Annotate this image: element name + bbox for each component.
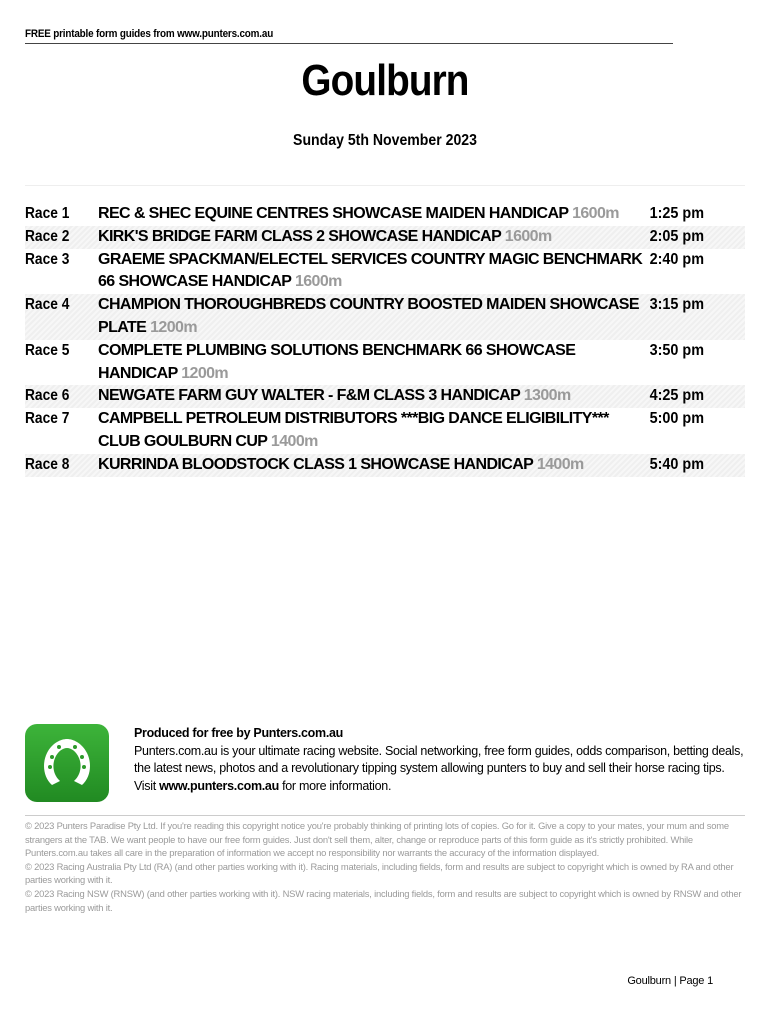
promo-visit-suffix: for more information. [278,778,392,793]
divider [25,815,745,816]
race-row [25,454,745,477]
copyright-notice [25,819,747,914]
race-distance: 1600m [572,205,619,222]
race-name: KURRINDA BLOODSTOCK CLASS 1 SHOWCASE HANDICAP [98,455,533,473]
promo-visit-prefix: Visit [134,778,160,793]
race-name: KIRK'S BRIDGE FARM CLASS 2 SHOWCASE HANDICAP [98,227,501,245]
race-distance: 1600m [294,273,342,291]
race-name: COMPLETE PLUMBING SOLUTIONS BENCHMARK 66 SHOWCASE HANDICAP [98,341,576,382]
race-distance: 1200m [150,318,197,336]
race-distance: 1300m [523,387,571,405]
race-name-cell [98,203,646,226]
race-name: CAMPBELL PETROLEUM DISTRIBUTORS ***BIG DANCE ELIGIBILITY*** CLUB GOULBURN CUP [98,410,609,450]
race-row [25,203,745,226]
copyright-racing-australia: © 2023 Racing Australia Pty Ltd (RA) (and other parties working with it). Racing materials, including fields, form and results are subject to copyright which is owned by RA and other parties working with it. [25,860,734,886]
race-number: Race 5 [25,341,70,359]
punters-link[interactable]: www.punters.com.au [159,778,279,793]
race-number: Race 6 [25,387,70,405]
race-name: GRAEME SPACKMAN/ELECTEL SERVICES COUNTRY MAGIC BENCHMARK 66 SHOWCASE HANDICAP [98,250,643,291]
race-time: 5:40 pm [649,455,705,473]
race-row [25,385,745,408]
race-distance: 1600m [504,227,552,245]
divider [25,185,745,186]
race-time: 5:00 pm [649,410,705,428]
race-name-cell [98,408,646,454]
race-distance: 1400m [270,432,318,450]
race-number: Race 1 [25,205,70,222]
race-name-cell [98,385,646,408]
page-title: Goulburn [301,56,469,105]
copyright-racing-nsw: © 2023 Racing NSW (RNSW) (and other parties working with it). NSW racing materials, including fields, form and results are subject to copyright which is owned by RNSW and other parties working with it. [25,887,742,913]
race-name: NEWGATE FARM GUY WALTER - F&M CLASS 3 HANDICAP [98,387,520,405]
race-time: 2:05 pm [649,227,705,245]
race-time: 2:40 pm [649,250,705,268]
race-name-cell [98,294,646,340]
race-name-cell [98,226,646,249]
race-list [25,203,745,477]
race-time: 1:25 pm [649,205,705,222]
race-number: Race 7 [25,410,70,428]
race-time: 4:25 pm [649,387,705,405]
race-name-cell [98,249,646,295]
race-name: CHAMPION THOROUGHBREDS COUNTRY BOOSTED MAIDEN SHOWCASE PLATE [98,296,639,336]
punters-logo [25,724,109,802]
horseshoe-icon [37,733,97,793]
meeting-date: Sunday 5th November 2023 [293,132,477,149]
promo-heading: Produced for free by Punters.com.au [134,726,343,740]
race-row [25,294,745,340]
race-time: 3:15 pm [649,296,705,314]
race-time: 3:50 pm [649,341,705,359]
page-footer: Goulburn | Page 1 [627,975,713,987]
promo-block [134,725,746,795]
race-number: Race 3 [25,250,70,268]
race-number: Race 2 [25,227,70,245]
race-name-cell [98,340,646,386]
race-row [25,408,745,454]
promo-body: Punters.com.au is your ultimate racing website. Social networking, free form guides, odds comparison, betting deals, the latest news, photos and a revolutionary tipping system allowing punters to buy and sell their horse racing tips. [134,743,744,775]
race-row [25,340,745,386]
header-banner: FREE printable form guides from www.punters.com.au [25,28,673,44]
race-number: Race 4 [25,296,70,314]
race-number: Race 8 [25,455,70,473]
race-distance: 1200m [181,364,229,382]
race-name-cell [98,454,646,477]
race-row [25,249,745,295]
race-name: REC & SHEC EQUINE CENTRES SHOWCASE MAIDEN HANDICAP [98,205,569,222]
race-row [25,226,745,249]
copyright-punters: © 2023 Punters Paradise Pty Ltd. If you're reading this copyright notice you're probably thinking of printing lots of copies. Go for it. Give a copy to your mates, your mum and some strangers at the TAB. We want people to have our free form guides. Just don't sell them, alter, change or reproduce parts of this form guide as it's strictly prohibited. While Punters.com.au takes all care in the preparation of information we accept no responsibility nor warrants the accuracy of the information displayed. [25,820,729,859]
race-distance: 1400m [536,455,584,473]
